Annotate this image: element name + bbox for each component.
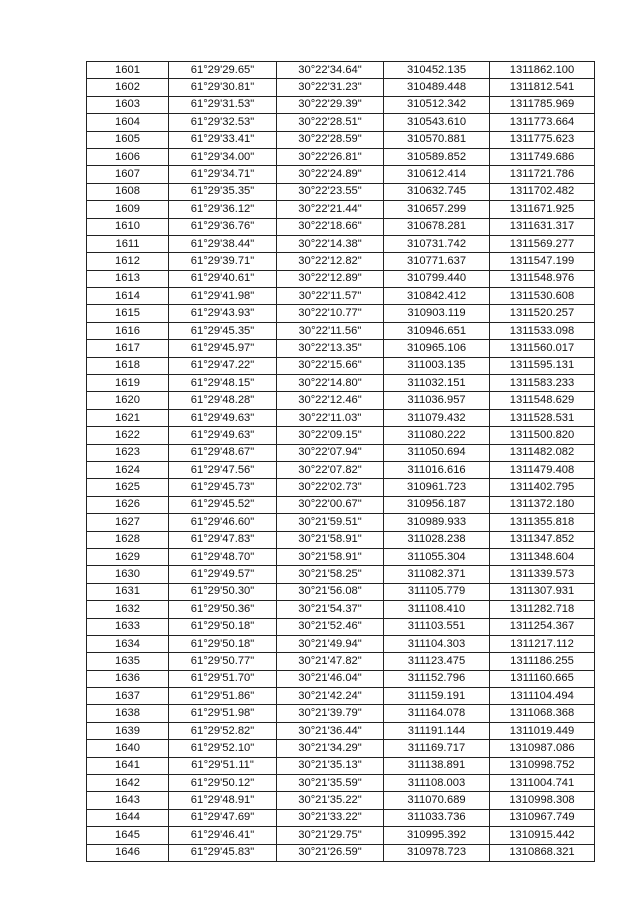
- longitude-cell: 30°22'23.55": [277, 183, 384, 200]
- longitude-cell: 30°21'35.13": [277, 757, 384, 774]
- longitude-cell: 30°22'21.44": [277, 201, 384, 218]
- y-coordinate-cell: 1311347.852: [490, 531, 595, 548]
- latitude-cell: 61°29'47.56": [169, 461, 277, 478]
- x-coordinate-cell: 310771.637: [384, 253, 490, 270]
- table-row: [87, 218, 595, 235]
- table-row: [87, 166, 595, 183]
- latitude-cell: 61°29'32.53": [169, 114, 277, 131]
- x-coordinate-cell: 311103.551: [384, 618, 490, 635]
- longitude-cell: 30°21'35.59": [277, 775, 384, 792]
- x-coordinate-cell: 311080.222: [384, 427, 490, 444]
- table-row: [87, 270, 595, 287]
- table-row: [87, 461, 595, 478]
- longitude-cell: 30°22'12.82": [277, 253, 384, 270]
- point-number-cell: 1623: [87, 444, 169, 461]
- x-coordinate-cell: 311105.779: [384, 583, 490, 600]
- point-number-cell: 1631: [87, 583, 169, 600]
- table-row: [87, 409, 595, 426]
- table-row: [87, 148, 595, 165]
- table-row: [87, 114, 595, 131]
- latitude-cell: 61°29'45.52": [169, 496, 277, 513]
- table-row: [87, 792, 595, 809]
- longitude-cell: 30°22'13.35": [277, 340, 384, 357]
- x-coordinate-cell: 310678.281: [384, 218, 490, 235]
- point-number-cell: 1635: [87, 653, 169, 670]
- point-number-cell: 1608: [87, 183, 169, 200]
- longitude-cell: 30°21'54.37": [277, 601, 384, 618]
- x-coordinate-cell: 311159.191: [384, 688, 490, 705]
- longitude-cell: 30°22'11.57": [277, 288, 384, 305]
- y-coordinate-cell: 1311749.686: [490, 148, 595, 165]
- longitude-cell: 30°21'29.75": [277, 827, 384, 844]
- x-coordinate-cell: 311032.151: [384, 375, 490, 392]
- table-row: [87, 757, 595, 774]
- table-row: [87, 288, 595, 305]
- x-coordinate-cell: 310961.723: [384, 479, 490, 496]
- y-coordinate-cell: 1311548.976: [490, 270, 595, 287]
- table-row: [87, 514, 595, 531]
- latitude-cell: 61°29'49.57": [169, 566, 277, 583]
- longitude-cell: 30°22'15.66": [277, 357, 384, 374]
- latitude-cell: 61°29'48.67": [169, 444, 277, 461]
- y-coordinate-cell: 1311019.449: [490, 722, 595, 739]
- latitude-cell: 61°29'49.63": [169, 427, 277, 444]
- point-number-cell: 1639: [87, 722, 169, 739]
- longitude-cell: 30°22'00.67": [277, 496, 384, 513]
- point-number-cell: 1612: [87, 253, 169, 270]
- y-coordinate-cell: 1311862.100: [490, 62, 595, 79]
- x-coordinate-cell: 310452.135: [384, 62, 490, 79]
- x-coordinate-cell: 311036.957: [384, 392, 490, 409]
- latitude-cell: 61°29'45.35": [169, 322, 277, 339]
- longitude-cell: 30°21'47.82": [277, 653, 384, 670]
- latitude-cell: 61°29'34.71": [169, 166, 277, 183]
- point-number-cell: 1645: [87, 827, 169, 844]
- x-coordinate-cell: 311123.475: [384, 653, 490, 670]
- latitude-cell: 61°29'51.98": [169, 705, 277, 722]
- latitude-cell: 61°29'43.93": [169, 305, 277, 322]
- latitude-cell: 61°29'34.00": [169, 148, 277, 165]
- point-number-cell: 1615: [87, 305, 169, 322]
- latitude-cell: 61°29'30.81": [169, 79, 277, 96]
- table-row: [87, 235, 595, 252]
- table-row: [87, 653, 595, 670]
- point-number-cell: 1603: [87, 96, 169, 113]
- y-coordinate-cell: 1311547.199: [490, 253, 595, 270]
- y-coordinate-cell: 1311530.608: [490, 288, 595, 305]
- y-coordinate-cell: 1310868.321: [490, 844, 595, 861]
- table-row: [87, 96, 595, 113]
- table-row: [87, 444, 595, 461]
- longitude-cell: 30°22'18.66": [277, 218, 384, 235]
- longitude-cell: 30°22'28.59": [277, 131, 384, 148]
- y-coordinate-cell: 1311372.180: [490, 496, 595, 513]
- point-number-cell: 1627: [87, 514, 169, 531]
- longitude-cell: 30°22'11.03": [277, 409, 384, 426]
- table-row: [87, 601, 595, 618]
- x-coordinate-cell: 310842.412: [384, 288, 490, 305]
- latitude-cell: 61°29'45.73": [169, 479, 277, 496]
- table-row: [87, 253, 595, 270]
- y-coordinate-cell: 1311479.408: [490, 461, 595, 478]
- y-coordinate-cell: 1311348.604: [490, 548, 595, 565]
- point-number-cell: 1640: [87, 740, 169, 757]
- table-row: [87, 340, 595, 357]
- latitude-cell: 61°29'46.41": [169, 827, 277, 844]
- x-coordinate-cell: 311169.717: [384, 740, 490, 757]
- table-row: [87, 201, 595, 218]
- point-number-cell: 1642: [87, 775, 169, 792]
- latitude-cell: 61°29'36.76": [169, 218, 277, 235]
- point-number-cell: 1643: [87, 792, 169, 809]
- point-number-cell: 1613: [87, 270, 169, 287]
- y-coordinate-cell: 1311520.257: [490, 305, 595, 322]
- y-coordinate-cell: 1311104.494: [490, 688, 595, 705]
- point-number-cell: 1633: [87, 618, 169, 635]
- table-row: [87, 305, 595, 322]
- latitude-cell: 61°29'46.60": [169, 514, 277, 531]
- x-coordinate-cell: 310956.187: [384, 496, 490, 513]
- x-coordinate-cell: 310612.414: [384, 166, 490, 183]
- latitude-cell: 61°29'50.30": [169, 583, 277, 600]
- y-coordinate-cell: 1311812.541: [490, 79, 595, 96]
- longitude-cell: 30°22'34.64": [277, 62, 384, 79]
- point-number-cell: 1621: [87, 409, 169, 426]
- table-row: [87, 62, 595, 79]
- y-coordinate-cell: 1311068.368: [490, 705, 595, 722]
- point-number-cell: 1628: [87, 531, 169, 548]
- point-number-cell: 1611: [87, 235, 169, 252]
- x-coordinate-cell: 310903.119: [384, 305, 490, 322]
- table-row: [87, 566, 595, 583]
- latitude-cell: 61°29'47.69": [169, 809, 277, 826]
- x-coordinate-cell: 310989.933: [384, 514, 490, 531]
- point-number-cell: 1644: [87, 809, 169, 826]
- point-number-cell: 1625: [87, 479, 169, 496]
- x-coordinate-cell: 311191.144: [384, 722, 490, 739]
- point-number-cell: 1618: [87, 357, 169, 374]
- latitude-cell: 61°29'50.18": [169, 618, 277, 635]
- x-coordinate-cell: 311138.891: [384, 757, 490, 774]
- latitude-cell: 61°29'52.82": [169, 722, 277, 739]
- table-row: [87, 688, 595, 705]
- latitude-cell: 61°29'33.41": [169, 131, 277, 148]
- longitude-cell: 30°22'07.94": [277, 444, 384, 461]
- latitude-cell: 61°29'45.83": [169, 844, 277, 861]
- table-row: [87, 375, 595, 392]
- longitude-cell: 30°21'46.04": [277, 670, 384, 687]
- y-coordinate-cell: 1311721.786: [490, 166, 595, 183]
- x-coordinate-cell: 310632.745: [384, 183, 490, 200]
- table-row: [87, 357, 595, 374]
- longitude-cell: 30°21'42.24": [277, 688, 384, 705]
- longitude-cell: 30°22'28.51": [277, 114, 384, 131]
- x-coordinate-cell: 310995.392: [384, 827, 490, 844]
- latitude-cell: 61°29'38.44": [169, 235, 277, 252]
- y-coordinate-cell: 1310915.442: [490, 827, 595, 844]
- y-coordinate-cell: 1311254.367: [490, 618, 595, 635]
- point-number-cell: 1617: [87, 340, 169, 357]
- latitude-cell: 61°29'48.91": [169, 792, 277, 809]
- y-coordinate-cell: 1310987.086: [490, 740, 595, 757]
- y-coordinate-cell: 1310998.752: [490, 757, 595, 774]
- longitude-cell: 30°21'52.46": [277, 618, 384, 635]
- latitude-cell: 61°29'29.65": [169, 62, 277, 79]
- point-number-cell: 1632: [87, 601, 169, 618]
- point-number-cell: 1601: [87, 62, 169, 79]
- point-number-cell: 1638: [87, 705, 169, 722]
- table-row: [87, 827, 595, 844]
- point-number-cell: 1616: [87, 322, 169, 339]
- point-number-cell: 1626: [87, 496, 169, 513]
- x-coordinate-cell: 310543.610: [384, 114, 490, 131]
- x-coordinate-cell: 310589.852: [384, 148, 490, 165]
- y-coordinate-cell: 1311548.629: [490, 392, 595, 409]
- x-coordinate-cell: 311104.303: [384, 635, 490, 652]
- table-row: [87, 809, 595, 826]
- latitude-cell: 61°29'51.86": [169, 688, 277, 705]
- x-coordinate-cell: 311108.410: [384, 601, 490, 618]
- point-number-cell: 1622: [87, 427, 169, 444]
- y-coordinate-cell: 1311569.277: [490, 235, 595, 252]
- point-number-cell: 1606: [87, 148, 169, 165]
- latitude-cell: 61°29'51.70": [169, 670, 277, 687]
- longitude-cell: 30°21'59.51": [277, 514, 384, 531]
- longitude-cell: 30°22'29.39": [277, 96, 384, 113]
- longitude-cell: 30°22'02.73": [277, 479, 384, 496]
- x-coordinate-cell: 310731.742: [384, 235, 490, 252]
- latitude-cell: 61°29'35.35": [169, 183, 277, 200]
- longitude-cell: 30°21'35.22": [277, 792, 384, 809]
- table-row: [87, 618, 595, 635]
- y-coordinate-cell: 1311004.741: [490, 775, 595, 792]
- y-coordinate-cell: 1311482.082: [490, 444, 595, 461]
- longitude-cell: 30°22'11.56": [277, 322, 384, 339]
- point-number-cell: 1641: [87, 757, 169, 774]
- latitude-cell: 61°29'39.71": [169, 253, 277, 270]
- x-coordinate-cell: 311033.736: [384, 809, 490, 826]
- x-coordinate-cell: 311070.689: [384, 792, 490, 809]
- table-row: [87, 740, 595, 757]
- point-number-cell: 1620: [87, 392, 169, 409]
- latitude-cell: 61°29'47.22": [169, 357, 277, 374]
- y-coordinate-cell: 1311217.112: [490, 635, 595, 652]
- longitude-cell: 30°22'12.89": [277, 270, 384, 287]
- table-row: [87, 670, 595, 687]
- point-number-cell: 1636: [87, 670, 169, 687]
- coordinates-table: [86, 61, 595, 862]
- x-coordinate-cell: 311108.003: [384, 775, 490, 792]
- latitude-cell: 61°29'47.83": [169, 531, 277, 548]
- y-coordinate-cell: 1311773.664: [490, 114, 595, 131]
- point-number-cell: 1610: [87, 218, 169, 235]
- x-coordinate-cell: 311082.371: [384, 566, 490, 583]
- x-coordinate-cell: 310512.342: [384, 96, 490, 113]
- table-row: [87, 427, 595, 444]
- latitude-cell: 61°29'31.53": [169, 96, 277, 113]
- latitude-cell: 61°29'48.28": [169, 392, 277, 409]
- latitude-cell: 61°29'52.10": [169, 740, 277, 757]
- table-row: [87, 722, 595, 739]
- latitude-cell: 61°29'51.11": [169, 757, 277, 774]
- latitude-cell: 61°29'36.12": [169, 201, 277, 218]
- coordinates-table-body: [87, 62, 595, 862]
- y-coordinate-cell: 1311583.233: [490, 375, 595, 392]
- y-coordinate-cell: 1311631.317: [490, 218, 595, 235]
- table-row: [87, 844, 595, 861]
- y-coordinate-cell: 1311595.131: [490, 357, 595, 374]
- table-row: [87, 131, 595, 148]
- longitude-cell: 30°22'31.23": [277, 79, 384, 96]
- longitude-cell: 30°22'24.89": [277, 166, 384, 183]
- y-coordinate-cell: 1311282.718: [490, 601, 595, 618]
- longitude-cell: 30°21'58.91": [277, 531, 384, 548]
- table-row: [87, 705, 595, 722]
- longitude-cell: 30°21'58.91": [277, 548, 384, 565]
- y-coordinate-cell: 1311160.665: [490, 670, 595, 687]
- table-row: [87, 531, 595, 548]
- point-number-cell: 1619: [87, 375, 169, 392]
- table-row: [87, 775, 595, 792]
- table-row: [87, 548, 595, 565]
- y-coordinate-cell: 1311402.795: [490, 479, 595, 496]
- y-coordinate-cell: 1311785.969: [490, 96, 595, 113]
- y-coordinate-cell: 1311500.820: [490, 427, 595, 444]
- y-coordinate-cell: 1311355.818: [490, 514, 595, 531]
- longitude-cell: 30°21'33.22": [277, 809, 384, 826]
- x-coordinate-cell: 311164.078: [384, 705, 490, 722]
- x-coordinate-cell: 310978.723: [384, 844, 490, 861]
- x-coordinate-cell: 311152.796: [384, 670, 490, 687]
- longitude-cell: 30°21'36.44": [277, 722, 384, 739]
- longitude-cell: 30°22'12.46": [277, 392, 384, 409]
- point-number-cell: 1605: [87, 131, 169, 148]
- y-coordinate-cell: 1310967.749: [490, 809, 595, 826]
- y-coordinate-cell: 1311533.098: [490, 322, 595, 339]
- point-number-cell: 1604: [87, 114, 169, 131]
- table-row: [87, 479, 595, 496]
- y-coordinate-cell: 1311560.017: [490, 340, 595, 357]
- y-coordinate-cell: 1310998.308: [490, 792, 595, 809]
- longitude-cell: 30°21'56.08": [277, 583, 384, 600]
- table-row: [87, 322, 595, 339]
- point-number-cell: 1629: [87, 548, 169, 565]
- longitude-cell: 30°22'14.38": [277, 235, 384, 252]
- latitude-cell: 61°29'50.36": [169, 601, 277, 618]
- point-number-cell: 1646: [87, 844, 169, 861]
- longitude-cell: 30°21'49.94": [277, 635, 384, 652]
- latitude-cell: 61°29'50.12": [169, 775, 277, 792]
- latitude-cell: 61°29'48.70": [169, 548, 277, 565]
- x-coordinate-cell: 311003.135: [384, 357, 490, 374]
- point-number-cell: 1634: [87, 635, 169, 652]
- y-coordinate-cell: 1311702.482: [490, 183, 595, 200]
- latitude-cell: 61°29'49.63": [169, 409, 277, 426]
- latitude-cell: 61°29'48.15": [169, 375, 277, 392]
- latitude-cell: 61°29'45.97": [169, 340, 277, 357]
- latitude-cell: 61°29'50.77": [169, 653, 277, 670]
- table-row: [87, 183, 595, 200]
- x-coordinate-cell: 311016.616: [384, 461, 490, 478]
- y-coordinate-cell: 1311775.623: [490, 131, 595, 148]
- x-coordinate-cell: 310489.448: [384, 79, 490, 96]
- x-coordinate-cell: 310657.299: [384, 201, 490, 218]
- point-number-cell: 1624: [87, 461, 169, 478]
- table-row: [87, 496, 595, 513]
- table-row: [87, 392, 595, 409]
- x-coordinate-cell: 310799.440: [384, 270, 490, 287]
- longitude-cell: 30°22'26.81": [277, 148, 384, 165]
- latitude-cell: 61°29'41.98": [169, 288, 277, 305]
- x-coordinate-cell: 311028.238: [384, 531, 490, 548]
- point-number-cell: 1609: [87, 201, 169, 218]
- x-coordinate-cell: 310570.881: [384, 131, 490, 148]
- y-coordinate-cell: 1311528.531: [490, 409, 595, 426]
- latitude-cell: 61°29'40.61": [169, 270, 277, 287]
- x-coordinate-cell: 311079.432: [384, 409, 490, 426]
- longitude-cell: 30°22'14.80": [277, 375, 384, 392]
- longitude-cell: 30°21'34.29": [277, 740, 384, 757]
- point-number-cell: 1614: [87, 288, 169, 305]
- table-row: [87, 583, 595, 600]
- table-row: [87, 79, 595, 96]
- point-number-cell: 1630: [87, 566, 169, 583]
- longitude-cell: 30°21'39.79": [277, 705, 384, 722]
- x-coordinate-cell: 310946.651: [384, 322, 490, 339]
- y-coordinate-cell: 1311339.573: [490, 566, 595, 583]
- x-coordinate-cell: 310965.106: [384, 340, 490, 357]
- longitude-cell: 30°22'09.15": [277, 427, 384, 444]
- x-coordinate-cell: 311055.304: [384, 548, 490, 565]
- latitude-cell: 61°29'50.18": [169, 635, 277, 652]
- x-coordinate-cell: 311050.694: [384, 444, 490, 461]
- longitude-cell: 30°21'26.59": [277, 844, 384, 861]
- point-number-cell: 1637: [87, 688, 169, 705]
- point-number-cell: 1607: [87, 166, 169, 183]
- y-coordinate-cell: 1311671.925: [490, 201, 595, 218]
- longitude-cell: 30°22'07.82": [277, 461, 384, 478]
- longitude-cell: 30°21'58.25": [277, 566, 384, 583]
- table-row: [87, 635, 595, 652]
- y-coordinate-cell: 1311186.255: [490, 653, 595, 670]
- longitude-cell: 30°22'10.77": [277, 305, 384, 322]
- point-number-cell: 1602: [87, 79, 169, 96]
- y-coordinate-cell: 1311307.931: [490, 583, 595, 600]
